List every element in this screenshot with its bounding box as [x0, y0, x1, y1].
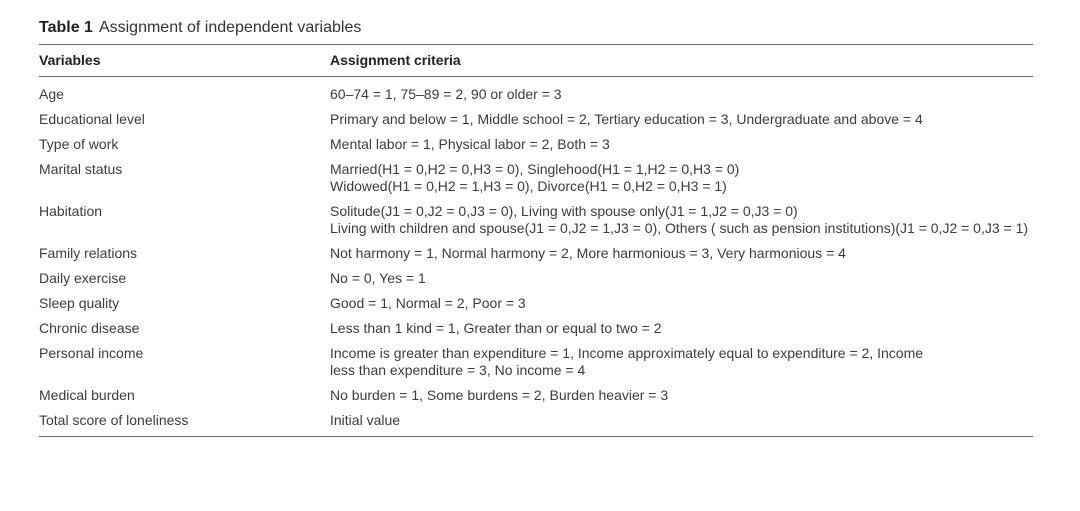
criteria-line: Good = 1, Normal = 2, Poor = 3 [330, 295, 526, 311]
table-caption [39, 18, 1033, 44]
variable-cell: Total score of loneliness [39, 412, 330, 437]
table-row [39, 77, 1033, 112]
table-label: Table 1 [39, 19, 93, 36]
criteria-line: No burden = 1, Some burdens = 2, Burden heavier = 3 [330, 387, 669, 403]
variable-cell: Type of work [39, 136, 119, 152]
criteria-cell [330, 245, 1033, 270]
header-variables: Variables [39, 45, 330, 77]
table-title: Assignment of independent variables [98, 19, 362, 36]
criteria-line: No = 0, Yes = 1 [330, 270, 426, 286]
criteria-line: Widowed(H1 = 0,H2 = 1,H3 = 0), Divorce(H1 = 0,H2 = 0,H3 = 1) [330, 178, 727, 194]
criteria-line: Less than 1 kind = 1, Greater than or equal to two = 2 [330, 320, 662, 336]
criteria-line: Not harmony = 1, Normal harmony = 2, More harmonious = 3, Very harmonious = 4 [330, 245, 846, 261]
criteria-cell [330, 295, 1033, 320]
criteria-cell [330, 161, 1033, 203]
criteria-line: 60–74 = 1, 75–89 = 2, 90 or older = 3 [330, 86, 562, 102]
criteria-line: Primary and below = 1, Middle school = 2, Tertiary education = 3, Undergraduate and above = 4 [330, 111, 923, 127]
criteria-line: Mental labor = 1, Physical labor = 2, Both = 3 [330, 136, 610, 152]
criteria-cell [330, 387, 1033, 412]
variable-cell: Family relations [39, 245, 138, 261]
variable-cell: Chronic disease [39, 320, 140, 336]
table-row [39, 161, 1033, 203]
variable-cell: Daily exercise [39, 270, 127, 286]
table-figure [39, 18, 1033, 437]
variable-cell: Marital status [39, 161, 123, 177]
table-row [39, 203, 1033, 245]
variable-cell: Sleep quality [39, 295, 120, 311]
variable-cell: Personal income [39, 345, 144, 361]
table-row [39, 387, 1033, 412]
criteria-cell [330, 136, 1033, 161]
header-row [39, 45, 1033, 77]
criteria-line: less than expenditure = 3, No income = 4 [330, 362, 586, 378]
table-row [39, 412, 1033, 437]
table-row [39, 245, 1033, 270]
criteria-cell [330, 77, 1033, 112]
header-assignment-criteria: Assignment criteria [330, 45, 1033, 77]
criteria-cell [330, 111, 1033, 136]
criteria-cell [330, 412, 1033, 437]
criteria-cell [330, 203, 1033, 245]
variable-cell: Age [39, 86, 64, 102]
criteria-line: Income is greater than expenditure = 1, Income approximately equal to expenditure = 2, Income [330, 345, 924, 361]
variable-cell: Medical burden [39, 387, 135, 403]
criteria-line: Solitude(J1 = 0,J2 = 0,J3 = 0), Living with spouse only(J1 = 1,J2 = 0,J3 = 0) [330, 203, 798, 219]
table-row [39, 136, 1033, 161]
criteria-cell [330, 345, 1033, 387]
criteria-line: Initial value [330, 412, 401, 428]
table-row [39, 111, 1033, 136]
variable-cell: Educational level [39, 111, 145, 127]
table-row [39, 295, 1033, 320]
table-body [39, 77, 1033, 437]
criteria-cell [330, 270, 1033, 295]
table-row [39, 270, 1033, 295]
variable-cell: Habitation [39, 203, 103, 219]
criteria-line: Living with children and spouse(J1 = 0,J2 = 1,J3 = 0), Others ( such as pension institutions)(J1 = 0,J2 = 0,J3 = 1) [330, 220, 1029, 236]
criteria-cell [330, 320, 1033, 345]
table-row [39, 320, 1033, 345]
table-row [39, 345, 1033, 387]
criteria-line: Married(H1 = 0,H2 = 0,H3 = 0), Singlehood(H1 = 1,H2 = 0,H3 = 0) [330, 161, 740, 177]
assignment-table [39, 44, 1033, 437]
